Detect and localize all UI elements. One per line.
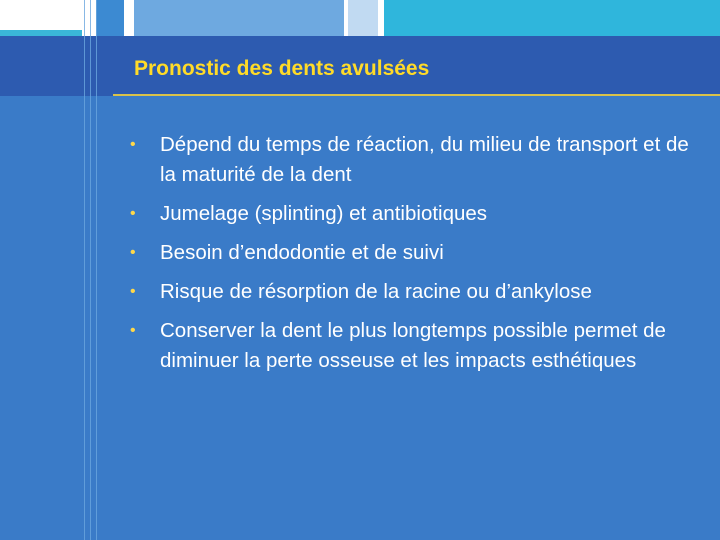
bullet-marker: • bbox=[130, 244, 136, 261]
decor-block-4 bbox=[134, 0, 344, 36]
decor-block-6 bbox=[384, 0, 720, 36]
title-underline bbox=[113, 94, 720, 96]
bullet-text: Conserver la dent le plus longtemps possible permet de diminuer la perte osseuse et les impacts esthétiques bbox=[160, 319, 666, 372]
bullet-marker: • bbox=[130, 205, 136, 222]
bullet-marker: • bbox=[130, 322, 136, 339]
bullet-item bbox=[130, 238, 690, 268]
bullet-text: Besoin d’endodontie et de suivi bbox=[160, 241, 444, 264]
page-title: Pronostic des dents avulsées bbox=[134, 57, 430, 80]
decor-block-5 bbox=[348, 0, 378, 36]
bullet-item bbox=[130, 277, 690, 307]
bullet-item bbox=[130, 199, 690, 229]
decor-line bbox=[90, 0, 91, 540]
bullet-item bbox=[130, 130, 690, 190]
bullet-list bbox=[130, 130, 690, 385]
decor-line bbox=[84, 0, 85, 540]
decor-block-3 bbox=[96, 0, 124, 36]
bullet-marker: • bbox=[130, 136, 136, 153]
bullet-text: Jumelage (splinting) et antibiotiques bbox=[160, 202, 488, 225]
bullet-marker: • bbox=[130, 283, 136, 300]
decor-line bbox=[96, 0, 97, 540]
bullet-text: Dépend du temps de réaction, du milieu de transport et de la maturité de la dent bbox=[160, 133, 689, 186]
bullet-text: Risque de résorption de la racine ou d’ankylose bbox=[160, 280, 592, 303]
bullet-item bbox=[130, 316, 690, 376]
